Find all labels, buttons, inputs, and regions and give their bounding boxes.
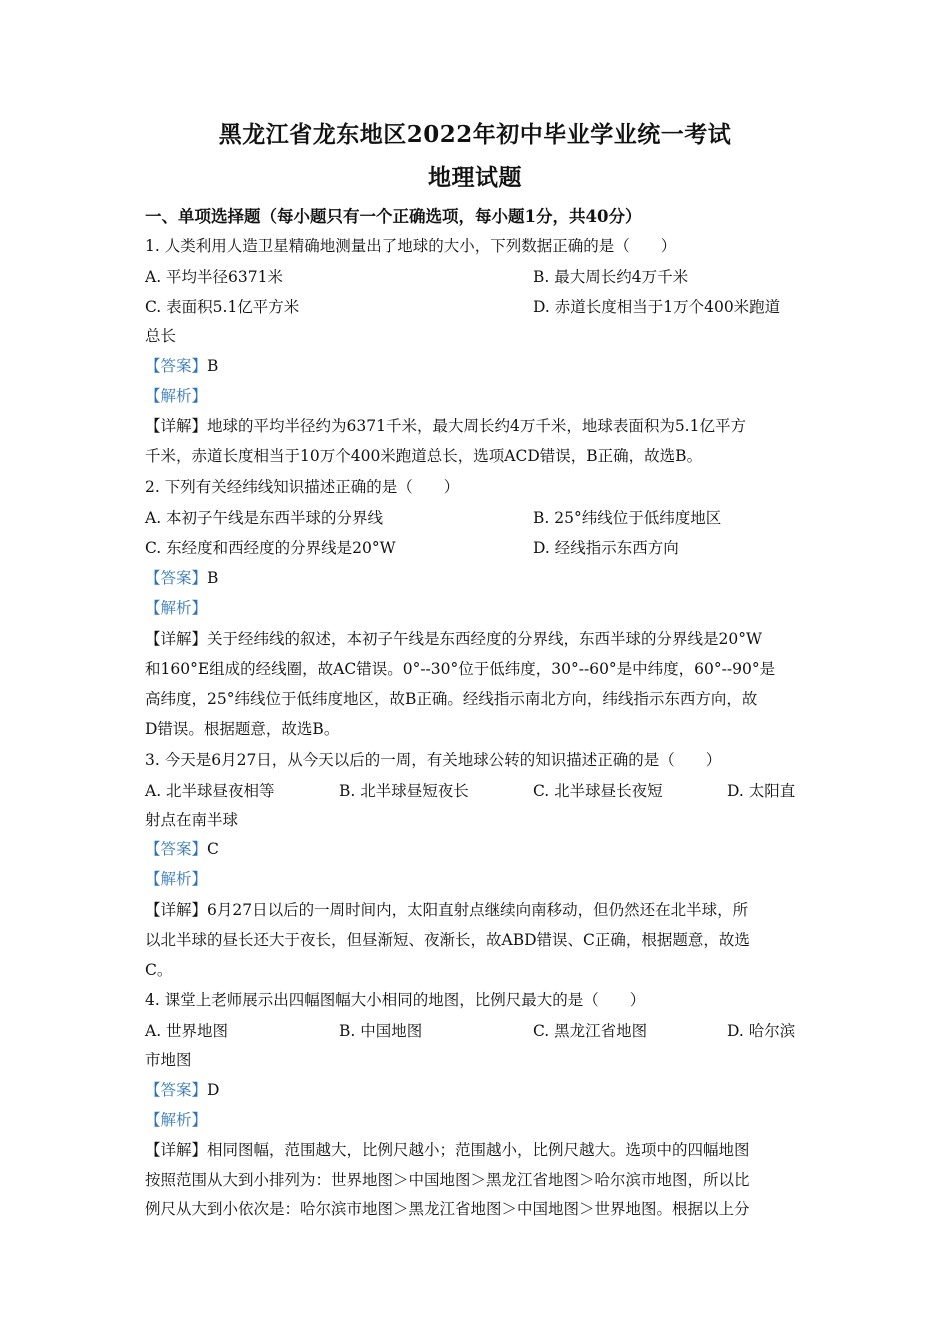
- q3-option-d-continued: 射点在南半球: [145, 811, 239, 829]
- q3-option-d: D. 太阳直: [727, 782, 796, 800]
- detail-label: 【详解】: [145, 417, 208, 435]
- q1-option-b: B. 最大周长约4万千米: [533, 268, 689, 286]
- detail-text: 关于经纬线的叙述，本初子午线是东西经度的分界线，东西半球的分界线是20°W: [207, 630, 762, 648]
- q2-option-a: A. 本初子午线是东西半球的分界线: [145, 509, 384, 527]
- section-heading: 一、单项选择题（每小题只有一个正确选项，每小题1分，共40分）: [145, 207, 642, 226]
- q3-detail-line-2: 以北半球的昼长还大于夜长，但昼渐短、夜渐长，故ABD错误、C正确，根据题意，故选: [145, 931, 750, 949]
- q4-detail-line-2: 按照范围从大到小排列为：世界地图＞中国地图＞黑龙江省地图＞哈尔滨市地图，所以比: [145, 1171, 750, 1189]
- q3-option-a: A. 北半球昼夜相等: [145, 782, 275, 800]
- q3-analysis-label: 【解析】: [145, 870, 208, 888]
- answer-label: 【答案】: [145, 569, 208, 587]
- q1-detail-line-2: 千米，赤道长度相当于10万个400米跑道总长，选项ACD错误，B正确，故选B。: [145, 447, 703, 465]
- q4-detail-line-3: 例尺从大到小依次是：哈尔滨市地图＞黑龙江省地图＞中国地图＞世界地图。根据以上分: [145, 1200, 750, 1218]
- q4-option-d-continued: 市地图: [145, 1051, 192, 1069]
- q1-detail-line-1: [145, 416, 746, 436]
- q1-option-a: A. 平均半径6371米: [145, 268, 283, 286]
- q3-option-b: B. 北半球昼短夜长: [339, 782, 469, 800]
- q1-option-c: C. 表面积5.1亿平方米: [145, 298, 300, 316]
- q3-detail-line-1: [145, 900, 748, 920]
- q2-analysis-label: 【解析】: [145, 599, 208, 617]
- q4-option-a: A. 世界地图: [145, 1022, 229, 1040]
- exam-subtitle: 地理试题: [428, 164, 522, 191]
- detail-text: 地球的平均半径约为6371千米，最大周长约4万千米，地球表面积为5.1亿平方: [207, 417, 746, 435]
- exam-title: 黑龙江省龙东地区2022年初中毕业学业统一考试: [218, 121, 732, 148]
- q2-detail-line-4: D错误。根据题意，故选B。: [145, 720, 340, 738]
- q3-detail-line-3: C。: [145, 961, 173, 979]
- answer-label: 【答案】: [145, 357, 208, 375]
- q2-detail-line-2: 和160°E组成的经线圈，故AC错误。0°--30°位于低纬度，30°--60°是中纬度，60°--90°是: [145, 660, 776, 678]
- q1-option-d: D. 赤道长度相当于1万个400米跑道: [533, 298, 781, 316]
- answer-value: D: [207, 1081, 220, 1099]
- detail-text: 6月27日以后的一周时间内，太阳直射点继续向南移动，但仍然还在北半球，所: [207, 901, 749, 919]
- q4-option-b: B. 中国地图: [339, 1022, 423, 1040]
- answer-label: 【答案】: [145, 840, 208, 858]
- q2-option-c: C. 东经度和西经度的分界线是20°W: [145, 539, 396, 557]
- q1-option-d-continued: 总长: [145, 327, 177, 345]
- q2-stem: 2. 下列有关经纬线知识描述正确的是（ ）: [145, 478, 460, 496]
- detail-label: 【详解】: [145, 630, 208, 648]
- q4-answer: [145, 1080, 219, 1100]
- q3-option-c: C. 北半球昼长夜短: [533, 782, 663, 800]
- q4-option-d: D. 哈尔滨: [727, 1022, 796, 1040]
- answer-label: 【答案】: [145, 1081, 208, 1099]
- answer-value: C: [207, 840, 219, 858]
- q4-option-c: C. 黑龙江省地图: [533, 1022, 648, 1040]
- q2-detail-line-3: 高纬度，25°纬线位于低纬度地区，故B正确。经线指示南北方向，纬线指示东西方向，故: [145, 690, 758, 708]
- q2-answer: [145, 568, 218, 588]
- q3-stem: 3. 今天是6月27日，从今天以后的一周，有关地球公转的知识描述正确的是（ ）: [145, 751, 722, 769]
- detail-text: 相同图幅，范围越大，比例尺越小；范围越小，比例尺越大。选项中的四幅地图: [207, 1141, 750, 1159]
- q2-detail-line-1: [145, 629, 762, 649]
- q4-detail-line-1: [145, 1140, 750, 1160]
- q2-option-d: D. 经线指示东西方向: [533, 539, 679, 557]
- q1-analysis-label: 【解析】: [145, 387, 208, 405]
- detail-label: 【详解】: [145, 1141, 208, 1159]
- answer-value: B: [207, 357, 219, 375]
- q3-answer: [145, 839, 219, 859]
- q1-answer: [145, 356, 218, 376]
- q1-stem: 1. 人类利用人造卫星精确地测量出了地球的大小，下列数据正确的是（ ）: [145, 237, 677, 255]
- q4-stem: 4. 课堂上老师展示出四幅图幅大小相同的地图，比例尺最大的是（ ）: [145, 991, 646, 1009]
- q2-option-b: B. 25°纬线位于低纬度地区: [533, 509, 722, 527]
- q4-analysis-label: 【解析】: [145, 1111, 208, 1129]
- detail-label: 【详解】: [145, 901, 208, 919]
- answer-value: B: [207, 569, 219, 587]
